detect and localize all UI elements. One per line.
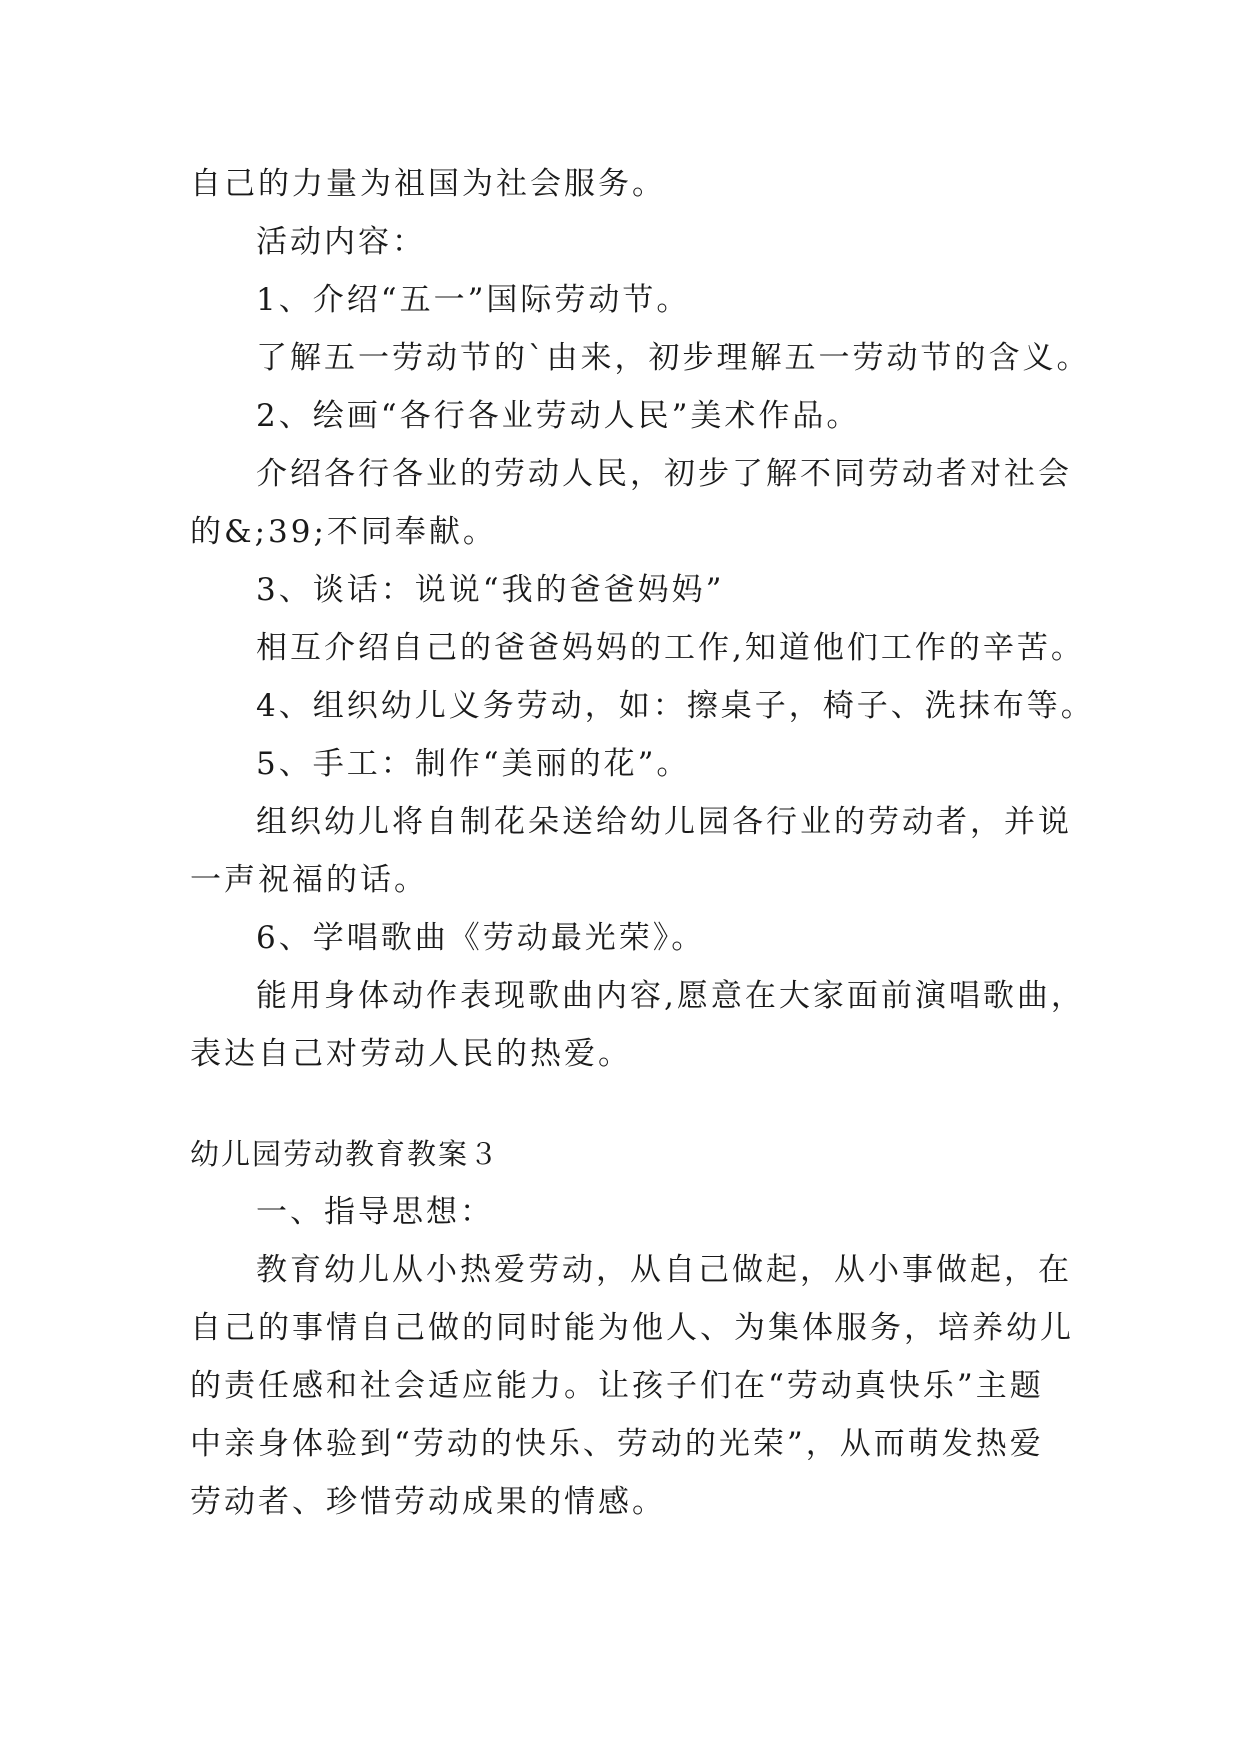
list-item: 5、手工：制作“美丽的花”。 bbox=[256, 746, 691, 782]
paragraph-line: 的责任感和社会适应能力。让孩子们在“劳动真快乐”主题 bbox=[190, 1368, 1044, 1404]
list-item: 1、介绍“五一”国际劳动节。 bbox=[256, 282, 691, 318]
paragraph-line: 教育幼儿从小热爱劳动，从自己做起，从小事做起，在 bbox=[256, 1252, 1072, 1288]
section-label: 一、指导思想： bbox=[256, 1194, 494, 1230]
paragraph-line: 中亲身体验到“劳动的快乐、劳动的光荣”，从而萌发热爱 bbox=[190, 1426, 1044, 1462]
section-label: 活动内容： bbox=[256, 224, 426, 260]
paragraph-line: 了解五一劳动节的`由来，初步理解五一劳动节的含义。 bbox=[256, 340, 1091, 376]
paragraph-line: 劳动者、珍惜劳动成果的情感。 bbox=[190, 1484, 666, 1520]
paragraph-line: 介绍各行各业的劳动人民，初步了解不同劳动者对社会 bbox=[256, 456, 1072, 492]
list-item: 4、组织幼儿义务劳动，如：擦桌子，椅子、洗抹布等。 bbox=[256, 688, 1095, 724]
list-item: 3、谈话：说说“我的爸爸妈妈” bbox=[256, 572, 725, 608]
paragraph-line: 能用身体动作表现歌曲内容,愿意在大家面前演唱歌曲， bbox=[256, 978, 1085, 1014]
paragraph-line: 的&;39;不同奉献。 bbox=[190, 514, 497, 550]
section-title: 幼儿园劳动教育教案３ bbox=[190, 1137, 501, 1171]
paragraph-line: 自己的事情自己做的同时能为他人、为集体服务，培养幼儿 bbox=[190, 1310, 1074, 1346]
list-item: 6、学唱歌曲《劳动最光荣》。 bbox=[256, 920, 706, 956]
paragraph-line: 一声祝福的话。 bbox=[190, 862, 428, 898]
list-item: 2、绘画“各行各业劳动人民”美术作品。 bbox=[256, 398, 861, 434]
paragraph-line: 相互介绍自己的爸爸妈妈的工作,知道他们工作的辛苦。 bbox=[256, 630, 1085, 666]
paragraph-line: 组织幼儿将自制花朵送给幼儿园各行业的劳动者，并说 bbox=[256, 804, 1072, 840]
paragraph-line: 表达自己对劳动人民的热爱。 bbox=[190, 1036, 632, 1072]
paragraph-line: 自己的力量为祖国为社会服务。 bbox=[190, 166, 666, 202]
